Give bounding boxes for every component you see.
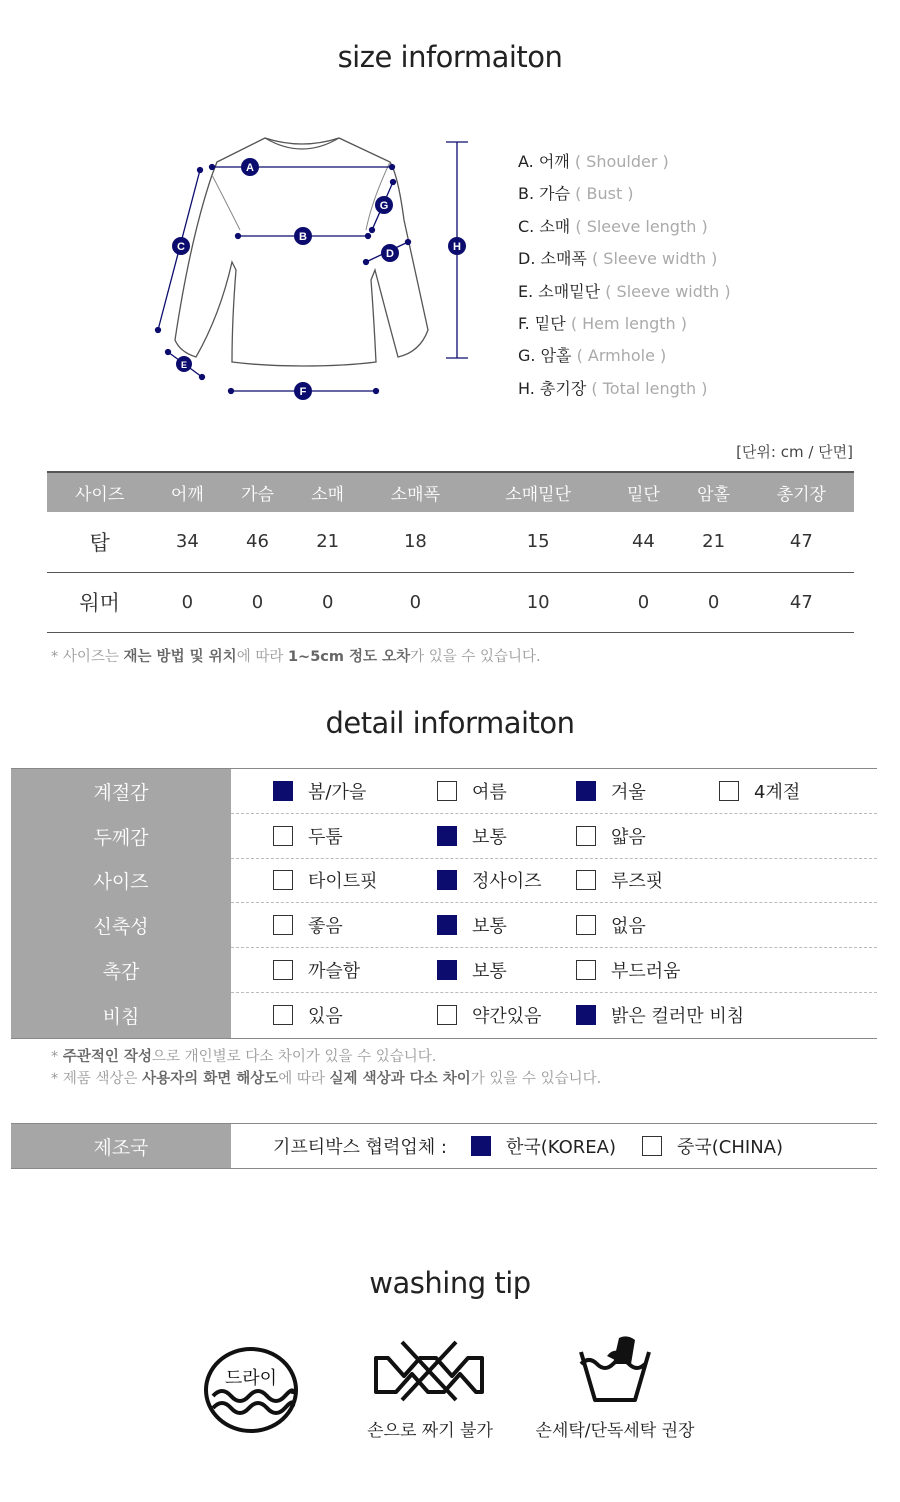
table-cell: 15 <box>468 512 608 572</box>
washing-tip-title: washing tip <box>369 1266 531 1300</box>
legend-item: F. 밑단 ( Hem length ) <box>518 314 688 334</box>
checkbox[interactable] <box>273 1005 293 1025</box>
checkbox[interactable] <box>642 1136 662 1156</box>
detail-info-title: detail informaiton <box>325 706 575 740</box>
table-cell: 탑 <box>47 512 152 572</box>
svg-text:E: E <box>180 360 188 370</box>
detail-row-texture <box>11 948 877 993</box>
table-cell: 44 <box>608 512 678 572</box>
table-cell: 21 <box>679 512 749 572</box>
table-cell: 0 <box>222 572 292 632</box>
checkbox[interactable] <box>576 960 596 980</box>
checkbox-checked[interactable] <box>576 1005 596 1025</box>
option[interactable]: 부드러움 <box>576 948 681 992</box>
table-cell: 18 <box>363 512 468 572</box>
unit-label: [단위: cm / 단면] <box>736 443 853 461</box>
table-cell: 0 <box>293 572 363 632</box>
svg-text:F: F <box>299 386 307 398</box>
option[interactable]: 밝은 컬러만 비침 <box>576 993 744 1038</box>
svg-text:B: B <box>299 231 307 243</box>
table-cell: 0 <box>679 572 749 632</box>
column-header: 소매 <box>293 472 363 512</box>
table-cell: 워머 <box>47 572 152 632</box>
detail-label: 두께감 <box>11 814 231 859</box>
size-note: * 사이즈는 재는 방법 및 위치에 따라 1~5cm 정도 오차가 있을 수 있습니다. <box>51 649 541 665</box>
legend-item: C. 소매 ( Sleeve length ) <box>518 216 708 236</box>
option[interactable]: 보통 <box>437 948 507 992</box>
checkbox-checked[interactable] <box>273 781 293 801</box>
checkbox-checked[interactable] <box>576 781 596 801</box>
option[interactable]: 약간있음 <box>437 993 542 1038</box>
hand-wash-label: 손세탁/단독세탁 권장 <box>535 1421 695 1441</box>
table-row <box>47 512 854 572</box>
partner-text: 기프티박스 협력업체 : <box>273 1137 447 1158</box>
checkbox-checked[interactable] <box>437 915 457 935</box>
option[interactable]: 여름 <box>437 769 507 813</box>
checkbox[interactable] <box>437 781 457 801</box>
checkbox-checked[interactable] <box>437 826 457 846</box>
column-header: 어깨 <box>152 472 222 512</box>
detail-row-elasticity <box>11 903 877 948</box>
size-info-title: size informaiton <box>337 40 563 74</box>
option[interactable]: 있음 <box>273 993 343 1038</box>
checkbox-checked[interactable] <box>437 960 457 980</box>
detail-label: 신축성 <box>11 903 231 948</box>
svg-text:H: H <box>453 241 461 253</box>
no-wringing-label: 손으로 짜기 불가 <box>367 1421 493 1441</box>
table-cell: 10 <box>468 572 608 632</box>
detail-row-sheerness <box>11 993 877 1038</box>
legend-item: E. 소매밑단 ( Sleeve width ) <box>518 281 731 301</box>
size-table <box>47 471 854 633</box>
detail-label: 비침 <box>11 993 231 1038</box>
dry-clean-text: 드라이 <box>224 1368 278 1389</box>
option[interactable]: 겨울 <box>576 769 646 813</box>
column-header: 가슴 <box>222 472 292 512</box>
svg-text:G: G <box>379 200 389 212</box>
detail-table <box>11 768 877 1039</box>
option[interactable]: 보통 <box>437 903 507 947</box>
checkbox-checked[interactable] <box>471 1136 491 1156</box>
checkbox[interactable] <box>719 781 739 801</box>
option[interactable]: 루즈핏 <box>576 859 663 903</box>
column-header: 총기장 <box>749 472 854 512</box>
column-header: 암홀 <box>679 472 749 512</box>
option[interactable]: 봄/가을 <box>273 769 366 813</box>
option[interactable]: 보통 <box>437 814 507 858</box>
detail-label: 계절감 <box>11 769 231 814</box>
svg-text:D: D <box>386 248 394 260</box>
checkbox[interactable] <box>437 1005 457 1025</box>
column-header: 소매밑단 <box>468 472 608 512</box>
table-cell: 21 <box>293 512 363 572</box>
dry-clean-icon <box>203 1346 299 1434</box>
no-wringing-icon <box>372 1340 486 1402</box>
option[interactable]: 정사이즈 <box>437 859 542 903</box>
detail-row-size <box>11 859 877 904</box>
table-row <box>47 572 854 632</box>
detail-row-season <box>11 769 877 814</box>
detail-note-2: * 제품 색상은 사용자의 화면 해상도에 따라 실제 색상과 다소 차이가 있을 수 있습니다. <box>51 1071 602 1087</box>
column-header: 사이즈 <box>47 472 152 512</box>
table-cell: 0 <box>608 572 678 632</box>
detail-note-1: * 주관적인 작성으로 개인별로 다소 차이가 있을 수 있습니다. <box>51 1049 437 1065</box>
option[interactable]: 두툼 <box>273 814 343 858</box>
table-cell: 0 <box>363 572 468 632</box>
detail-label: 촉감 <box>11 948 231 993</box>
svg-text:A: A <box>246 162 254 174</box>
checkbox[interactable] <box>273 915 293 935</box>
option[interactable]: 좋음 <box>273 903 343 947</box>
checkbox[interactable] <box>273 826 293 846</box>
detail-label: 사이즈 <box>11 859 231 904</box>
legend-item: H. 총기장 ( Total length ) <box>518 378 708 398</box>
table-cell: 46 <box>222 512 292 572</box>
option[interactable]: 4계절 <box>719 769 800 813</box>
option[interactable]: 얇음 <box>576 814 646 858</box>
hand-wash-icon <box>577 1334 653 1404</box>
checkbox[interactable] <box>273 870 293 890</box>
checkbox-checked[interactable] <box>437 870 457 890</box>
legend-item: G. 암홀 ( Armhole ) <box>518 346 667 366</box>
option-korea[interactable]: 한국(KOREA) <box>471 1124 616 1168</box>
column-header: 밑단 <box>608 472 678 512</box>
legend-item: B. 가슴 ( Bust ) <box>518 184 634 204</box>
detail-row-thickness <box>11 814 877 859</box>
checkbox[interactable] <box>576 826 596 846</box>
option[interactable]: 없음 <box>576 903 646 947</box>
country-of-origin <box>11 1123 877 1169</box>
legend-item: D. 소매폭 ( Sleeve width ) <box>518 249 718 269</box>
table-cell: 47 <box>749 572 854 632</box>
country-label: 제조국 <box>11 1124 231 1168</box>
table-cell: 47 <box>749 512 854 572</box>
garment-diagram <box>150 130 480 410</box>
checkbox[interactable] <box>576 870 596 890</box>
checkbox[interactable] <box>273 960 293 980</box>
option[interactable]: 타이트핏 <box>273 859 378 903</box>
table-header-row <box>47 472 854 512</box>
table-cell: 0 <box>152 572 222 632</box>
column-header: 소매폭 <box>363 472 468 512</box>
table-cell: 34 <box>152 512 222 572</box>
option[interactable]: 까슬함 <box>273 948 360 992</box>
option-china[interactable]: 중국(CHINA) <box>642 1124 783 1168</box>
legend-item: A. 어깨 ( Shoulder ) <box>518 152 669 171</box>
checkbox[interactable] <box>576 915 596 935</box>
svg-text:C: C <box>177 241 185 253</box>
measurement-legend <box>518 146 731 405</box>
